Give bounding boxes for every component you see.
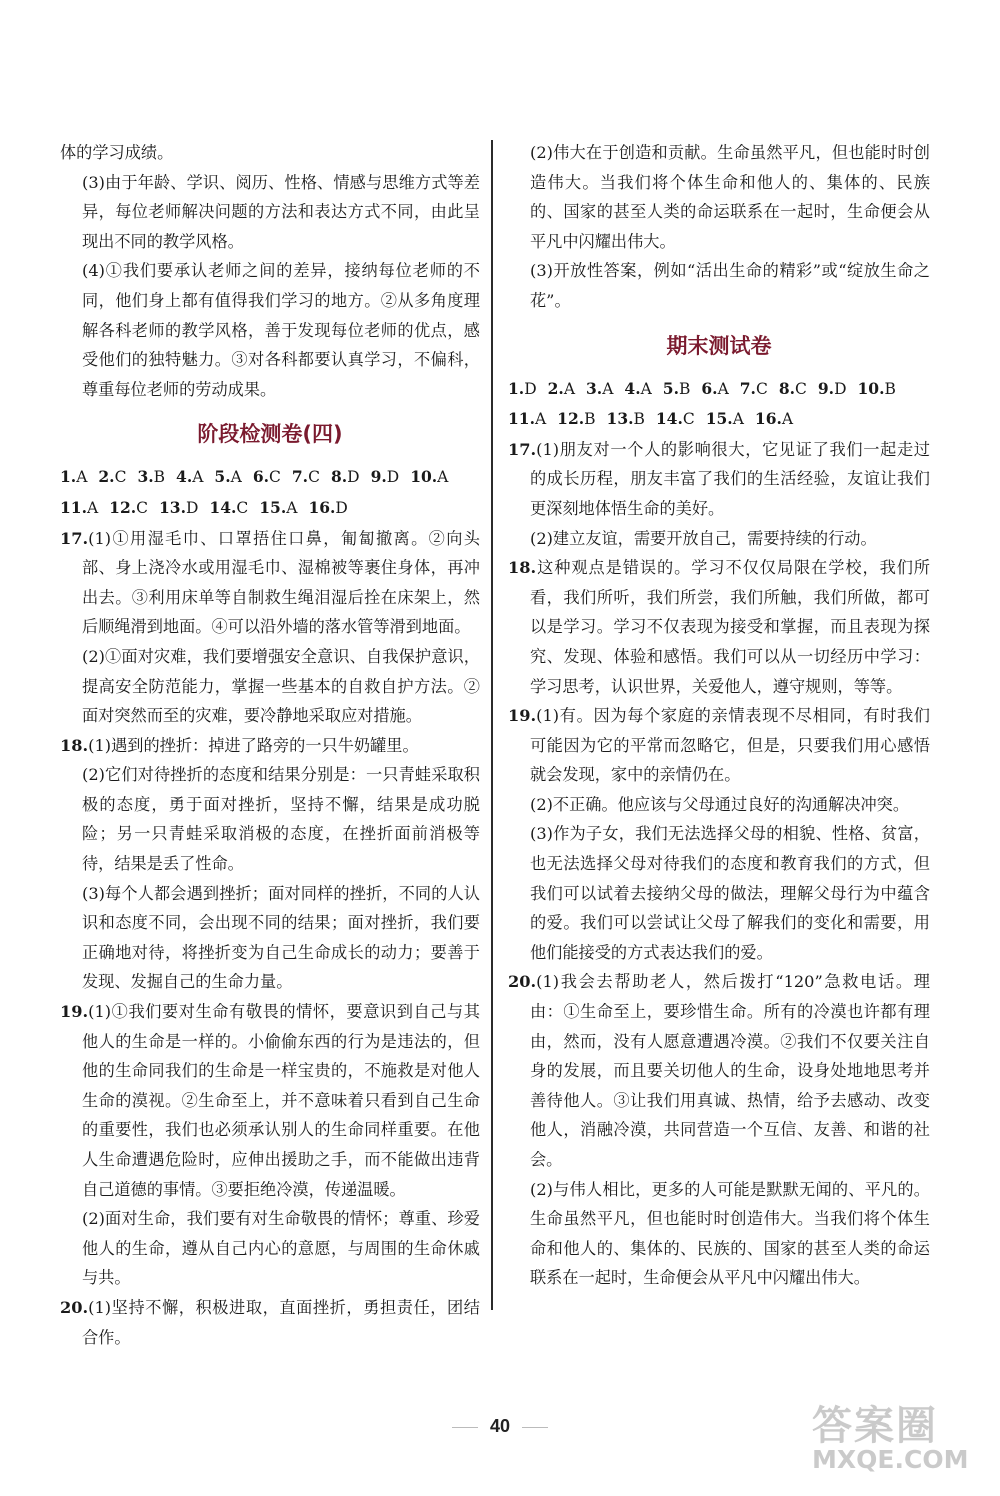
section-title: 阶段检测卷(四) <box>197 422 343 447</box>
answer-paragraph <box>508 553 930 701</box>
answer-text: (2)它们对待挫折的态度和结果分别是：一只青蛙采取积极的态度，勇于面对挫折，坚持不懈，结果是成功脱险；另一只青蛙采取消极的态度，在挫折面前消极等待，结果是丢了性命。 <box>82 765 480 874</box>
mc-item: 16.D <box>308 497 348 517</box>
paragraph: (3)由于年龄、学识、阅历、性格、情感与思维方式等差异，每位老师解决问题的方法和表达方式不同，由此呈现出不同的教学风格。 <box>82 172 480 251</box>
answer-paragraph <box>508 435 930 524</box>
answer-text: (1)朋友对一个人的影响很大，它见证了我们一起走过的成长历程，朋友丰富了我们的生活经验，友谊让我们更深刻地体悟生命的美好。 <box>530 439 930 518</box>
mc-item: 3.A <box>586 378 614 398</box>
mc-item: 14.C <box>655 409 695 429</box>
mc-item: 8.D <box>330 467 360 487</box>
watermark-logo-text: 答案圈 <box>812 1403 938 1449</box>
question-number: 18. <box>508 558 537 578</box>
answer-paragraph <box>60 879 480 997</box>
mc-item: 5.A <box>214 467 242 487</box>
page-number-text: 40 <box>489 1416 511 1436</box>
mc-item: 8.C <box>778 378 807 398</box>
answer-text: (1)①用湿毛巾、口罩捂住口鼻，匍匐撤离。②向头部、身上浇冷水或用湿毛巾、湿棉被等裹住身体，再冲出去。③利用床单等自制救生绳泪湿后拴在床架上，然后顺绳滑到地面。④可以沿外墙的落水管等滑到地面。 <box>82 528 480 637</box>
mc-item: 1.D <box>508 378 537 398</box>
page-number-rule <box>452 1427 478 1428</box>
mc-item: 7.C <box>291 467 320 487</box>
answer-text: (3)作为子女，我们无法选择父母的相貌、性格、贫富，也无法选择父母对待我们的态度和教育我们的方式，但我们可以试着去接纳父母的做法，理解父母行为中蕴含的爱。我们可以尝试让父母了解我们的变化和需要，用他们能接受的方式表达我们的爱。 <box>530 824 930 962</box>
mc-item: 12.B <box>557 409 596 429</box>
answer-paragraph <box>60 997 480 1204</box>
answer-paragraph <box>60 524 480 642</box>
answer-paragraph <box>508 524 930 554</box>
answer-text: (2)面对生命，我们要有对生命敬畏的情怀；尊重、珍爱他人的生命，遵从自己内心的意愿，与周围的生命休戚与共。 <box>82 1209 480 1288</box>
mc-item: 14.C <box>209 497 249 517</box>
question-number: 20. <box>508 972 537 992</box>
mc-item: 13.B <box>606 409 645 429</box>
paragraph: (3)开放性答案，例如“活出生命的精彩”或“绽放生命之花”。 <box>530 261 930 310</box>
answer-paragraph <box>60 642 480 731</box>
answer-text: (2)①面对灾难，我们要增强安全意识、自我保护意识，提高安全防范能力，掌握一些基本的自救自护方法。②面对突然而至的灾难，要冷静地采取应对措施。 <box>82 646 480 726</box>
mc-answer-row <box>508 404 930 435</box>
mc-item: 15.A <box>705 409 744 429</box>
mc-item: 9.D <box>370 467 400 487</box>
column-divider <box>491 140 493 1310</box>
answer-text: (1)有。因为每个家庭的亲情表现不尽相同，有时我们可能因为它的平常而忽略它，但是，只要我们用心感悟就会发现，家中的亲情仍在。 <box>530 706 930 785</box>
left-intro <box>60 138 480 404</box>
mc-answer-row <box>60 462 480 493</box>
mc-item: 6.C <box>252 467 281 487</box>
mc-answer-row <box>60 493 480 524</box>
answer-text: (2)建立友谊，需要开放自己，需要持续的行动。 <box>530 528 877 548</box>
right-answers <box>508 435 930 1293</box>
watermark-url: MXQE.COM <box>812 1445 969 1474</box>
answer-paragraph <box>508 701 930 790</box>
mc-item: 4.A <box>176 467 204 487</box>
mc-item: 2.C <box>98 467 127 487</box>
question-number: 17. <box>508 439 537 459</box>
mc-item: 13.D <box>159 497 199 517</box>
right-column <box>508 138 930 1293</box>
answer-text: (1)我会去帮助老人，然后拨打“120”急救电话。理由：①生命至上，要珍惜生命。所有的冷漠也许都有理由，然而，没有人愿意遭遇冷漠。②我们不仅要关注自身的发展，而且要关切他人的生命，设身处地地思考并善待他人。③让我们用真诚、热情，给予去感动、改变他人，消融冷漠，共同营造一个互信、友善、和谐的社会。 <box>530 972 930 1169</box>
answer-text: (2)不正确。他应该与父母通过良好的沟通解决冲突。 <box>530 794 910 814</box>
mc-item: 4.A <box>624 378 652 398</box>
answer-text: (1)坚持不懈，积极进取，直面挫折，勇担责任，团结合作。 <box>82 1297 480 1347</box>
mc-item: 9.D <box>817 378 847 398</box>
mc-item: 10.B <box>857 378 896 398</box>
mc-item: 12.C <box>109 497 149 517</box>
mc-item: 11.A <box>508 409 547 429</box>
mc-item: 10.A <box>410 467 449 487</box>
mc-item: 2.A <box>547 378 576 398</box>
left-column <box>60 138 480 1352</box>
answer-paragraph <box>60 731 480 761</box>
mc-item: 16.A <box>754 409 794 429</box>
question-number: 19. <box>60 1002 89 1022</box>
mc-item: 7.C <box>739 378 768 398</box>
mc-item: 15.A <box>259 497 298 517</box>
answer-paragraph <box>508 1175 930 1293</box>
left-answers <box>60 524 480 1353</box>
paragraph: (4)①我们要承认老师之间的差异，接纳每位老师的不同，他们身上都有值得我们学习的地方。②从多角度理解各科老师的教学风格，善于发现每位老师的优点，感受他们的独特魅力。③对各科都要认真学习，不偏科，尊重每位老师的劳动成果。 <box>82 261 480 399</box>
mc-answer-row <box>508 374 930 405</box>
question-number: 17. <box>60 528 89 548</box>
right-intro <box>508 138 930 316</box>
mc-item: 5.B <box>662 378 691 398</box>
answer-text: (3)每个人都会遇到挫折；面对同样的挫折，不同的人认识和态度不同，会出现不同的结果；面对挫折，我们要正确地对待，将挫折变为自己生命成长的动力；要善于发现、发掘自己的生命力量。 <box>82 883 480 992</box>
question-number: 19. <box>508 706 537 726</box>
answer-text: (2)与伟人相比，更多的人可能是默默无闻的、平凡的。生命虽然平凡，但也能时时创造伟大。当我们将个体生命和他人的、集体的、民族的、国家的甚至人类的命运联系在一起时，生命便会从平凡中闪耀出伟大。 <box>530 1179 930 1288</box>
paragraph: (2)伟大在于创造和贡献。生命虽然平凡，但也能时时创造伟大。当我们将个体生命和他人的、集体的、民族的、国家的甚至人类的命运联系在一起时，生命便会从平凡中闪耀出伟大。 <box>530 143 930 251</box>
mc-item: 1.A <box>60 467 88 487</box>
question-number: 20. <box>60 1297 89 1317</box>
page-number-rule <box>522 1427 548 1428</box>
answer-paragraph <box>508 819 930 967</box>
answer-paragraph <box>508 790 930 820</box>
answer-paragraph <box>508 967 930 1174</box>
question-number: 18. <box>60 735 89 755</box>
paragraph: 体的学习成绩。 <box>60 143 174 162</box>
answer-text: (1)遇到的挫折：掉进了路旁的一只牛奶罐里。 <box>88 735 419 755</box>
mc-item: 6.A <box>701 378 729 398</box>
answer-paragraph <box>60 760 480 878</box>
site-watermark <box>812 1394 992 1488</box>
mc-item: 3.B <box>137 467 166 487</box>
mc-item: 11.A <box>60 497 99 517</box>
answer-paragraph <box>60 1204 480 1293</box>
section-title: 期末测试卷 <box>666 333 772 358</box>
answer-text: 这种观点是错误的。学习不仅仅局限在学校，我们所看，我们所听，我们所尝，我们所触，我们所做，都可以是学习。学习不仅表现为接受和掌握，而且表现为探究、发现、体验和感悟。我们可以从一切经历中学习：学习思考，认识世界，关爱他人，遵守规则，等等。 <box>530 558 930 696</box>
answer-paragraph <box>60 1293 480 1352</box>
answer-text: (1)①我们要对生命有敬畏的情怀，要意识到自己与其他人的生命是一样的。小偷偷东西的行为是违法的，但他的生命同我们的生命是一样宝贵的，不施救是对他人生命的漠视。②生命至上，并不意味着只看到自己生命的重要性，我们也必须承认别人的生命同样重要。在他人生命遭遇危险时，应伸出援助之手，而不能做出违背自己道德的事情。③要拒绝冷漠，传递温暖。 <box>82 1002 480 1199</box>
